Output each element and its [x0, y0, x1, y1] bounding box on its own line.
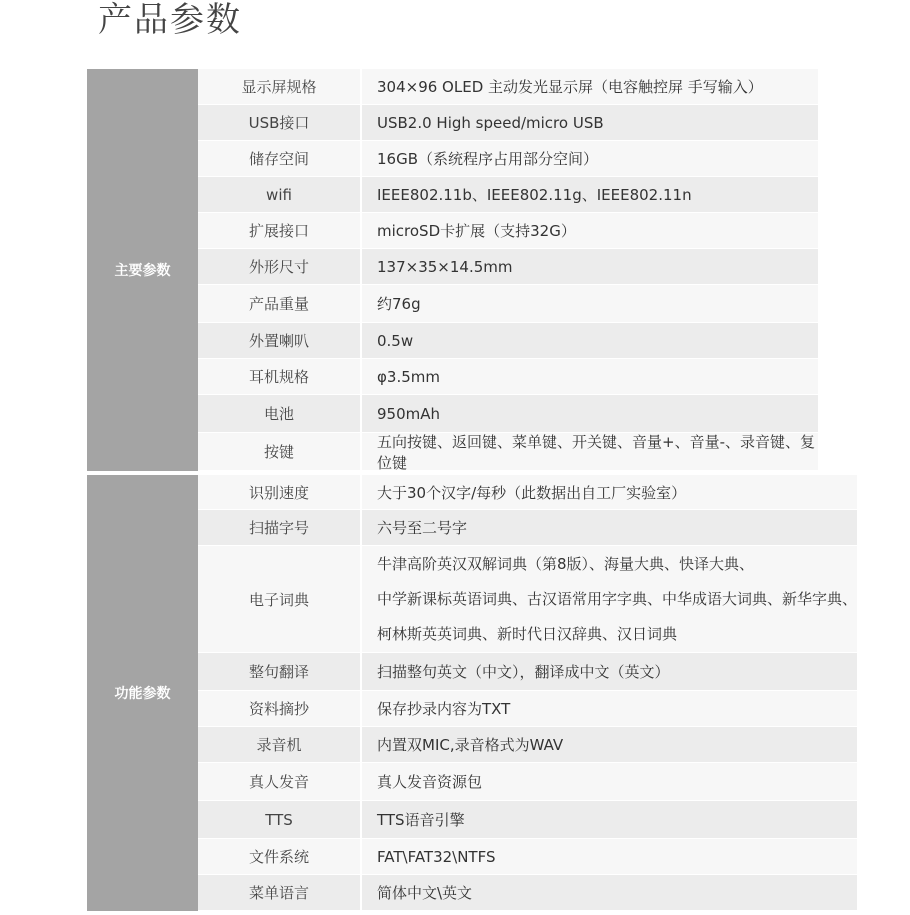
- spec-value-line: 中学新课标英语词典、古汉语常用字字典、中华成语大词典、新华字典、: [377, 589, 858, 608]
- spec-value: 六号至二号字: [362, 510, 857, 545]
- spec-value: microSD卡扩展（支持32G）: [362, 213, 818, 248]
- spec-value: IEEE802.11b、IEEE802.11g、IEEE802.11n: [362, 177, 818, 212]
- spec-value: 五向按键、返回键、菜单键、开关键、音量+、音量-、录音键、复位键: [362, 433, 818, 470]
- spec-key: 文件系统: [198, 839, 362, 874]
- spec-row-menu-language: [198, 875, 857, 911]
- spec-value: 大于30个汉字/每秒（此数据出自工厂实验室）: [362, 475, 857, 509]
- spec-value: [362, 546, 857, 652]
- spec-row-usb: [198, 105, 818, 141]
- spec-value: 扫描整句英文（中文），翻译成中文（英文）: [362, 653, 857, 690]
- spec-row-wifi: [198, 177, 818, 213]
- spec-row-dictionary: [198, 546, 857, 653]
- spec-row-dimensions: [198, 249, 818, 285]
- spec-rows-main: [198, 69, 818, 471]
- spec-key: 资料摘抄: [198, 691, 362, 726]
- spec-value: 950mAh: [362, 395, 818, 432]
- spec-row-expansion: [198, 213, 818, 249]
- spec-row-excerpt: [198, 691, 857, 727]
- spec-value: 0.5w: [362, 323, 818, 358]
- spec-value: 内置双MIC,录音格式为WAV: [362, 727, 857, 762]
- spec-row-font-size: [198, 510, 857, 546]
- spec-row-speaker: [198, 323, 818, 359]
- spec-value: φ3.5mm: [362, 359, 818, 394]
- spec-table: [87, 69, 858, 915]
- spec-value: FAT\FAT32\NTFS: [362, 839, 857, 874]
- spec-row-weight: [198, 285, 818, 323]
- spec-value: USB2.0 High speed/micro USB: [362, 105, 818, 140]
- spec-key: USB接口: [198, 105, 362, 140]
- spec-key: 识别速度: [198, 475, 362, 509]
- spec-value: TTS语音引擎: [362, 801, 857, 838]
- spec-key: 产品重量: [198, 285, 362, 322]
- spec-key: 扩展接口: [198, 213, 362, 248]
- spec-group-function: [87, 475, 858, 911]
- spec-value: 137×35×14.5mm: [362, 249, 818, 284]
- spec-key: 真人发音: [198, 763, 362, 800]
- spec-value: 304×96 OLED 主动发光显示屏（电容触控屏 手写输入）: [362, 69, 818, 104]
- spec-key: 整句翻译: [198, 653, 362, 690]
- spec-row-battery: [198, 395, 818, 433]
- spec-row-buttons: [198, 433, 818, 471]
- spec-row-recognition-speed: [198, 475, 857, 510]
- spec-value: 保存抄录内容为TXT: [362, 691, 857, 726]
- spec-key: 储存空间: [198, 141, 362, 176]
- spec-row-human-voice: [198, 763, 857, 801]
- spec-value-line: 柯林斯英英词典、新时代日汉辞典、汉日词典: [377, 624, 678, 643]
- spec-value-line: 牛津高阶英汉双解词典（第8版）、海量大典、快译大典、: [377, 554, 755, 573]
- group-label-function: 功能参数: [87, 475, 198, 911]
- spec-row-sentence-translation: [198, 653, 857, 691]
- spec-value: 真人发音资源包: [362, 763, 857, 800]
- spec-row-display: [198, 69, 818, 105]
- spec-row-file-system: [198, 839, 857, 875]
- spec-key: 电子词典: [198, 546, 362, 652]
- spec-key: 扫描字号: [198, 510, 362, 545]
- spec-key: TTS: [198, 801, 362, 838]
- spec-key: 显示屏规格: [198, 69, 362, 104]
- spec-key: 按键: [198, 433, 362, 470]
- spec-key: 外形尺寸: [198, 249, 362, 284]
- group-label-main: 主要参数: [87, 69, 198, 471]
- spec-key: wifi: [198, 177, 362, 212]
- spec-key: 耳机规格: [198, 359, 362, 394]
- spec-key: 菜单语言: [198, 875, 362, 910]
- spec-rows-function: [198, 475, 857, 911]
- spec-key: 电池: [198, 395, 362, 432]
- spec-value: 16GB（系统程序占用部分空间）: [362, 141, 818, 176]
- spec-key: 录音机: [198, 727, 362, 762]
- spec-row-recorder: [198, 727, 857, 763]
- spec-value: 简体中文\英文: [362, 875, 857, 910]
- spec-row-headphone: [198, 359, 818, 395]
- spec-row-storage: [198, 141, 818, 177]
- page-title: 产品参数: [98, 0, 242, 40]
- spec-key: 外置喇叭: [198, 323, 362, 358]
- spec-group-main: [87, 69, 818, 471]
- spec-value: 约76g: [362, 285, 818, 322]
- spec-row-tts: [198, 801, 857, 839]
